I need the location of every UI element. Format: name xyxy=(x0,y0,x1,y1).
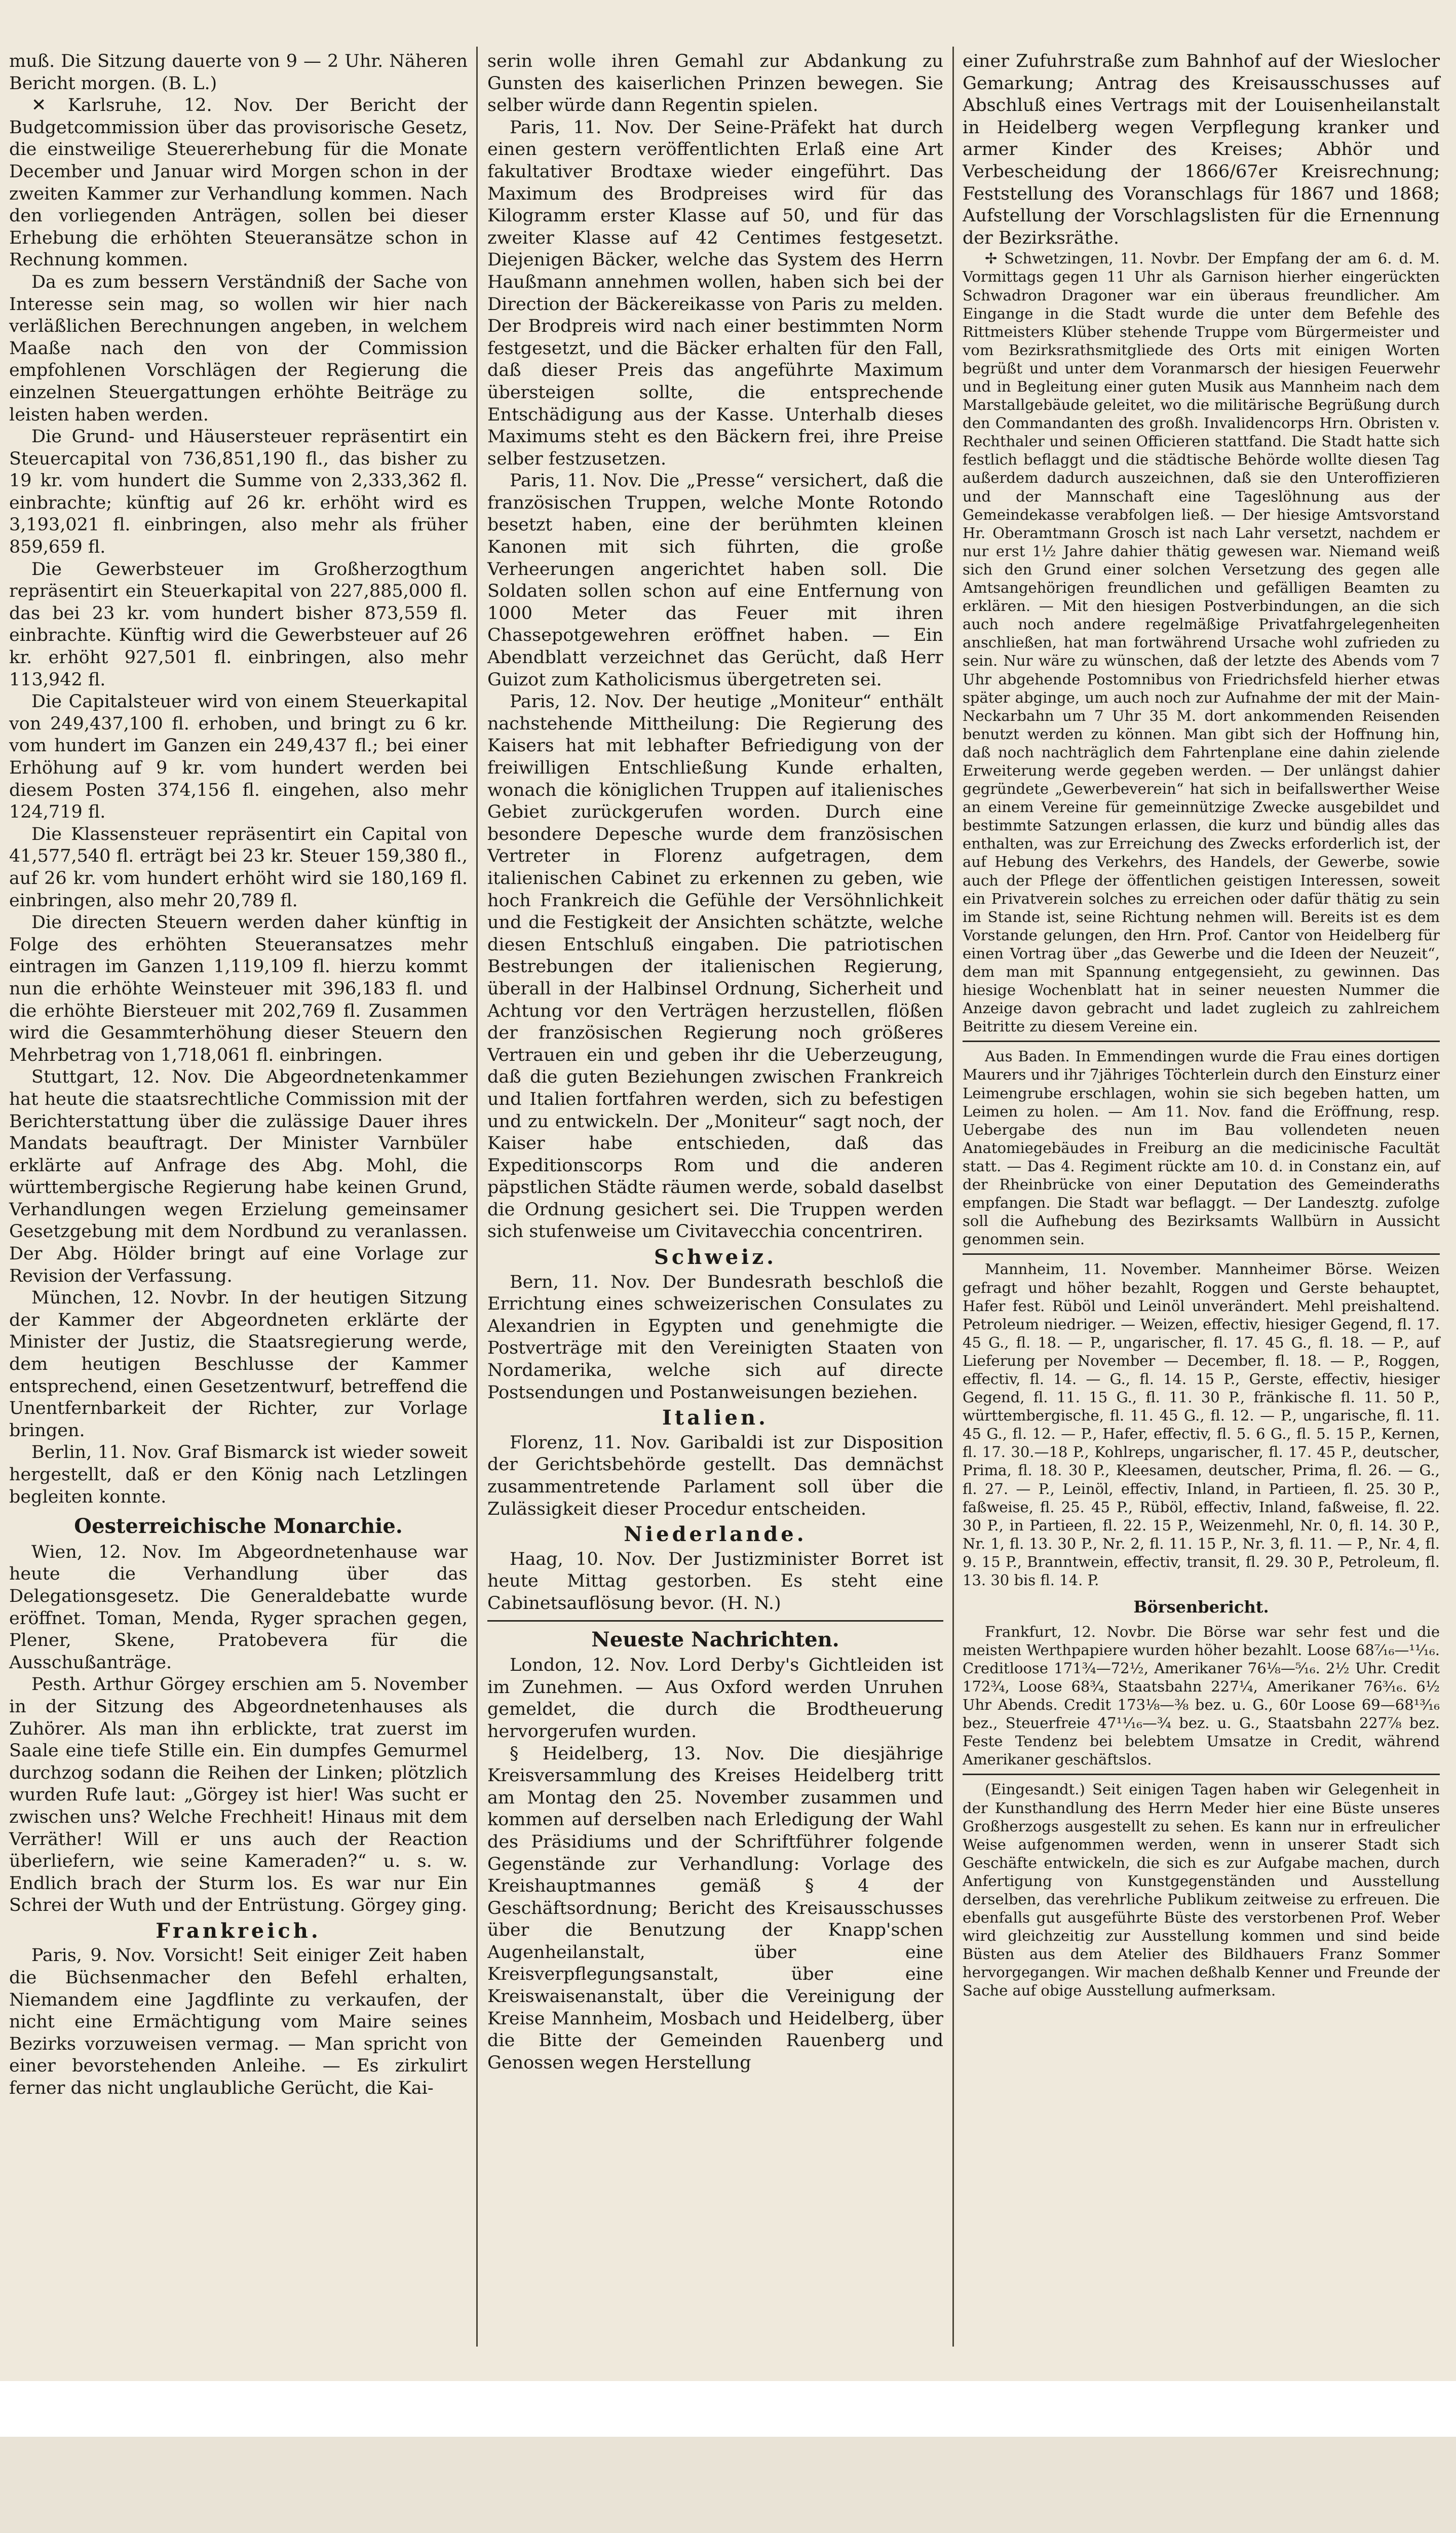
article-paragraph: Paris, 12. Nov. Der heutige „Moniteur“ enthält nachstehende Mittheilung: Die Regierung des Kaisers hat mit lebhafter Befriedigung von der freiwilligen Entschließung Kunde erhalten, wonach die königlichen Truppen auf italienisches Gebiet zurückgerufen worden. Durch eine besondere Depesche wurde dem französischen Vertreter in Florenz aufgetragen, dem italienischen Cabinet zu erkennen zu geben, wie hoch Frankreich die Gefühle der Versöhnlichkeit und die Festigkeit der Ansichten schätzte, welche diesen Entschluß eingaben. Die patriotischen Bestrebungen der italienischen Regierung, überall in der Halbinsel Ordnung, Sicherheit und Achtung vor den Verträgen herzustellen, flößen der französischen Regierung noch größeres Vertrauen ein und geben ihr die Ueberzeugung, daß die guten Beziehungen zwischen Frankreich und Italien fortfahren werden, sich zu befestigen und zu entwickeln. Der „Moniteur“ sagt noch, der Kaiser habe entschieden, daß das Expeditionscorps Rom und die anderen päpstlichen Städte räumen werde, sobald daselbst die Ordnung gesichert sei. Die Truppen werden sich stufenweise um Civitavecchia concentriren. xyxy=(487,692,943,1242)
article-paragraph: Die Klassensteuer repräsentirt ein Capital von 41,577,540 fl. erträgt bei 23 kr. Steuer 159,380 fl., auf 26 kr. vom hundert erhöht wird sie 180,169 fl. einbringen, also mehr 20,789 fl. xyxy=(9,824,468,911)
section-divider xyxy=(963,1253,1440,1255)
article-paragraph: Aus Baden. In Emmendingen wurde die Frau eines dortigen Maurers und ihr 7jähriges Töchterlein durch den Einsturz einer Leimengrube erschlagen, wohin sie sich begeben hatten, um Leimen zu holen. — Am 11. Nov. fand die Eröffnung, resp. Uebergabe des nun im Bau vollendeten neuen Anatomiegebäudes in Freiburg an die medicinische Facultät statt. — Das 4. Regiment rückte am 10. d. in Constanz ein, auf der Rheinbrücke von einer Deputation des Gemeinderaths empfangen. Die Stadt war beflaggt. — Der Landesztg. zufolge soll die Aufhebung des Bezirksamts Wallbürn in Aussicht genommen sein. xyxy=(963,1048,1440,1248)
section-heading: Frankreich. xyxy=(156,1918,321,1943)
article-paragraph: Paris, 11. Nov. Der Seine-Präfekt hat durch einen gestern veröffentlichten Erlaß eine Art fakultativer Brodtaxe wieder eingeführt. Das Maximum des Brodpreises wird für das Kilogramm erster Klasse auf 50, und für das zweiter Klasse auf 42 Centimes festgesetzt. Diejenigen Bäcker, welche das System des Herrn Haußmann annehmen wollen, haben sich bei der Direction der Bäckereikasse von Paris zu melden. Der Brodpreis wird nach einer bestimmten Norm festgesetzt, und die Bäcker erhalten für den Fall, daß dieser Preis das angeführte Maximum übersteigen sollte, die entsprechende Entschädigung aus der Kasse. Unterhalb dieses Maximums steht es den Bäckern frei, ihre Preise selber festzusetzen. xyxy=(487,117,943,469)
section-divider xyxy=(963,1774,1440,1775)
article-paragraph: Florenz, 11. Nov. Garibaldi ist zur Disposition der Gerichtsbehörde gestellt. Das demnächst zusammentretende Parlament soll über die Zulässigkeit dieser Procedur entscheiden. xyxy=(487,1432,943,1519)
section-heading: Börsenbericht. xyxy=(1133,1597,1269,1617)
article-paragraph: Haag, 10. Nov. Der Justizminister Borret ist heute Mittag gestorben. Es steht eine Cabinetsauflösung bevor. (H. N.) xyxy=(487,1549,943,1614)
section-heading: Italien. xyxy=(662,1406,769,1430)
column-1 xyxy=(9,51,468,2100)
article-paragraph: Paris, 9. Nov. Vorsicht! Seit einiger Zeit haben die Büchsenmacher den Befehl erhalten, Niemandem eine Jagdflinte zu verkaufen, der nicht eine Ermächtigung vom Maire seines Bezirks vorzuweisen vermag. — Man spricht von einer bevorstehenden Anleihe. — Es zirkulirt ferner das nicht unglaubliche Gerücht, die Kai- xyxy=(9,1945,468,2099)
article-paragraph: (Eingesandt.) Seit einigen Tagen haben wir Gelegenheit in der Kunsthandlung des Herrn Meder hier eine Büste unseres Großherzogs ausgestellt zu sehen. Es kann nur in erfreulicher Weise aufgenommen werden, wenn in unserer Stadt sich Geschäfte entwickeln, die sich es zur Aufgabe machen, durch Anfertigung von Kunstgegenständen und Ausstellung derselben, das verehrliche Publikum zeitweise zu erfreuen. Die ebenfalls gut ausgeführte Büste des verstorbenen Prof. Weber wird gleichzeitig zur Ausstellung kommen und sind beide Büsten aus dem Atelier des Bildhauers Franz Sommer hervorgegangen. Wir machen deßhalb Kenner und Freunde der Sache auf obige Ausstellung aufmerksam. xyxy=(963,1781,1440,2000)
article-paragraph: Berlin, 11. Nov. Graf Bismarck ist wieder soweit hergestellt, daß er den König nach Letzlingen begleiten konnte. xyxy=(9,1442,468,1507)
article-paragraph: Die Capitalsteuer wird von einem Steuerkapital von 249,437,100 fl. erhoben, und bringt zu 6 kr. vom hundert im Ganzen ein 249,437 fl.; bei einer Erhöhung auf 9 kr. vom hundert werden bei diesem Posten 374,156 fl. eingehen, also mehr 124,719 fl. xyxy=(9,692,468,823)
article-paragraph: Stuttgart, 12. Nov. Die Abgeordnetenkammer hat heute die staatsrechtliche Commission mit der Berichterstattung über die zulässige Dauer ihres Mandats beauftragt. Der Minister Varnbüler erklärte auf Anfrage des Abg. Mohl, die württembergische Regierung habe keinen Grund, Verhandlungen wegen Erzielung gemeinsamer Gesetzgebung mit dem Nordbund zu veranlassen. Der Abg. Hölder bringt auf eine Vorlage zur Revision der Verfassung. xyxy=(9,1067,468,1286)
article-paragraph: Pesth. Arthur Görgey erschien am 5. November in der Sitzung des Abgeordnetenhauses als Zuhörer. Als man ihn erblickte, trat zuerst im Saale eine tiefe Stille ein. Ein dumpfes Gemurmel durchzog sodann die Reihen der Linken; plötzlich wurden Rufe laut: „Görgey ist hier! Was sucht er zwischen uns? Welche Frechheit! Hinaus mit dem Verräther! Will er uns auch der Reaction überliefern, wie seine Kameraden?“ u. s. w. Endlich brach der Sturm los. Es war nur Ein Schrei der Wuth und der Entrüstung. Görgey ging. xyxy=(9,1674,468,1916)
section-heading: Niederlande. xyxy=(624,1522,807,1547)
section-divider xyxy=(963,1041,1440,1042)
article-paragraph: München, 12. Novbr. In der heutigen Sitzung der Kammer der Abgeordneten erklärte der Minister der Justiz, die Staatsregierung werde, dem heutigen Beschlusse der Kammer entsprechend, einen Gesetzentwurf, betreffend die Unentfernbarkeit der Richter, zur Vorlage bringen. xyxy=(9,1288,468,1441)
article-paragraph: muß. Die Sitzung dauerte von 9 — 2 Uhr. Näheren Bericht morgen. (B. L.) xyxy=(9,51,468,94)
article-paragraph: ✢ Schwetzingen, 11. Novbr. Der Empfang der am 6. d. M. Vormittags gegen 11 Uhr als Garnison hierher eingerückten Schwadron Dragoner war ein überaus freundlicher. Am Eingange in die Stadt wurde die unter dem Befehle des Rittmeisters Klüber stehende Truppe vom Bürgermeister und vom Bezirksrathsmitgliede des Orts mit einigen Worten begrüßt und unter dem Voranmarsch der hiesigen Feuerwehr und in Begleitung einer guten Musik aus Mannheim nach dem Marstallgebäude geleitet, wo die militärische Begrüßung durch den Commandanten des großh. Invalidencorps Hrn. Obristen v. Rechthaler und seinen Officieren stattfand. Die Stadt hatte sich festlich beflaggt und die städtische Behörde wollte diesen Tag außerdem dadurch auszeichnen, daß sie den Unteroffizieren und der Mannschaft eine Tageslöhnung aus der Gemeindekasse verabfolgen ließ. — Der hiesige Amtsvorstand Hr. Oberamtmann Grosch ist nach Lahr versetzt, nachdem er nur erst 1½ Jahre dahier thätig gewesen war. Niemand weiß sich den Grund einer solchen Versetzung des gegen alle Amtsangehörigen freundlichen und gefälligen Beamten zu erklären. — Mit den hiesigen Postverbindungen, an die sich auch noch andere regelmäßige Privatfahrgelegenheiten anschließen, hat man fortwährend Ursache wohl zufrieden zu sein. Nur wäre zu wünschen, daß der letzte des Abends vom 7 Uhr abgehende Postomnibus von Friedrichsfeld hierher etwas später abginge, um auch noch zur Aufnahme der mit der Main-Neckarbahn um 7 Uhr 35 M. dort ankommenden Reisenden benutzt werden zu können. Man gibt sich der Hoffnung hin, daß noch nachträglich dem Fahrtenplane eine dahin zielende Erweiterung werde gegeben werden. — Der unlängst dahier gegründete „Gewerbeverein“ hat sich in beifallswerther Weise an einem Vereine für gemeinnützige Zwecke ausgebildet und bestimmte Satzungen erlassen, die kurz und bündig alles das enthalten, was zur Erreichung des Zwecks erforderlich ist, der auf Hebung des Verkehrs, des Handels, der Gewerbe, sowie auch der Pflege der öffentlichen geistigen Interessen, soweit ein Privatverein solches zu erreichen oder dafür thätig zu sein im Stande ist, seine Richtung nehmen will. Bereits ist es dem Vorstande gelungen, den Hrn. Prof. Cantor von Heidelberg für einen Vortrag über „das Gewerbe und die Ideen der Neuzeit“, dem man mit Spannung entgegensieht, zu gewinnen. Das hiesige Wochenblatt hat in seiner neuesten Nummer die Anzeige davon gebracht und ladet zugleich zu zahlreichem Beitritte zu diesem Vereine ein. xyxy=(963,250,1440,1035)
article-paragraph: Da es zum bessern Verständniß der Sache von Interesse sein mag, so wollen wir hier nach verläßlichen Berechnungen angeben, in welchem Maaße nach den von der Commission empfohlenen Vorschlägen der Regierung die einzelnen Steuergattungen erhöhte Beiträge zu leisten haben werden. xyxy=(9,272,468,425)
article-paragraph: Paris, 11. Nov. Die „Presse“ versichert, daß die französischen Truppen, welche Monte Rotondo besetzt haben, eine der berühmten kleinen Kanonen mit sich führten, die große Verheerungen angerichtet haben soll. Die Soldaten sollen schon auf eine Entfernung von 1000 Meter das Feuer mit ihren Chassepotgewehren eröffnet haben. — Ein Abendblatt verzeichnet das Gerücht, daß Herr Guizot zum Katholicismus übergetreten sei. xyxy=(487,471,943,690)
section-heading: Schweiz. xyxy=(654,1245,777,1270)
section-heading: Oesterreichische Monarchie. xyxy=(74,1514,403,1539)
article-paragraph: Die Gewerbsteuer im Großherzogthum repräsentirt ein Steuerkapital von 227,885,000 fl. das bei 23 kr. vom hundert bisher 873,559 fl. einbrachte. Künftig wird die Gewerbsteuer auf 26 kr. erhöht 927,501 fl. einbringen, also mehr 113,942 fl. xyxy=(9,559,468,690)
article-paragraph: Die directen Steuern werden daher künftig in Folge des erhöhten Steueransatzes mehr eintragen im Ganzen 1,119,109 fl. hierzu kommt nun die erhöhte Weinsteuer mit 396,183 fl. und die erhöhte Biersteuer mit 202,769 fl. Zusammen wird die Gesammterhöhung dieser Steuern den Mehrbetrag von 1,718,061 fl. einbringen. xyxy=(9,912,468,1065)
article-paragraph: London, 12. Nov. Lord Derby's Gichtleiden ist im Zunehmen. — Aus Oxford werden Unruhen gemeldet, die durch die Brodtheuerung hervorgerufen wurden. xyxy=(487,1655,943,1742)
article-paragraph: ✕ Karlsruhe, 12. Nov. Der Bericht der Budgetcommission über das provisorische Gesetz, die einstweilige Steuererhebung für die Monate December und Januar wird Morgen schon in der zweiten Kammer zur Verhandlung kommen. Nach den vorliegenden Anträgen, sollen bei dieser Erhebung die erhöhten Steueransätze schon in Rechnung kommen. xyxy=(9,95,468,271)
article-paragraph: einer Zufuhrstraße zum Bahnhof auf der Wieslocher Gemarkung; Antrag des Kreisausschusses auf Abschluß eines Vertrags mit der Louisenheilanstalt in Heidelberg wegen Verpflegung kranker und armer Kinder des Kreises; Abhör und Verbescheidung der 1866/67er Kreisrechnung; Feststellung des Voranschlags für 1867 und 1868; Aufstellung der Vorschlagslisten für die Ernennung der Bezirksräthe. xyxy=(963,51,1440,248)
article-paragraph: Frankfurt, 12. Novbr. Die Börse war sehr fest und die meisten Werthpapiere wurden höher bezahlt. Loose 68⁷⁄₁₆—¹¹⁄₁₆. Creditloose 171¾—72½, Amerikaner 76⅛—⁵⁄₁₆. 2½ Uhr. Credit 172¾, Loose 68¾, Staatsbahn 227¼, Amerikaner 76³⁄₁₆. 6½ Uhr Abends. Credit 173⅛—⅜ bez. u. G., 60r Loose 69—68¹³⁄₁₆ bez., Steuerfreie 47¹¹⁄₁₆—¾ bez. u. G., Staatsbahn 227⅞ bez. Feste Tendenz bei belebtem Umsatze in Credit, während Amerikaner geschäftslos. xyxy=(963,1623,1440,1769)
column-2 xyxy=(487,51,943,2074)
article-paragraph: § Heidelberg, 13. Nov. Die diesjährige Kreisversammlung des Kreises Heidelberg tritt am Montag den 25. November zusammen und kommen auf derselben nach Erledigung der Wahl des Präsidiums und der Schriftführer folgende Gegenstände zur Verhandlung: Vorlage des Kreishauptmannes gemäß § 4 der Geschäftsordnung; Bericht des Kreisausschusses über die Benutzung der Knapp'schen Augenheilanstalt, über eine Kreisverpflegungsanstalt, über eine Kreiswaisenanstalt, über die Vereinigung der Kreise Mannheim, Mosbach und Heidelberg, über die Bitte der Gemeinden Rauenberg und Genossen wegen Herstellung xyxy=(487,1743,943,2073)
column-rule xyxy=(952,47,954,2347)
footer-bar xyxy=(0,2381,1456,2437)
article-paragraph: Bern, 11. Nov. Der Bundesrath beschloß die Errichtung eines schweizerischen Consulates zu Alexandrien in Egypten und genehmigte die Postverträge mit den Vereinigten Staaten von Nordamerika, welche sich auf directe Postsendungen und Postanweisungen beziehen. xyxy=(487,1272,943,1403)
section-heading: Neueste Nachrichten. xyxy=(591,1627,839,1652)
article-paragraph: Mannheim, 11. November. Mannheimer Börse. Weizen gefragt und höher bezahlt, Roggen und Gerste behauptet, Hafer fest. Rüböl und Leinöl unverändert. Mehl preishaltend. Petroleum niedriger. — Weizen, effectiv, hiesiger Gegend, fl. 17. 45 G., fl. 18. — P., ungarischer, fl. 17. 45 G., fl. 18. — P., auf Lieferung per November — December, fl. 18. — P., Roggen, effectiv, fl. 14. — G., fl. 14. 15 P., Gerste, effectiv, hiesiger Gegend, fl. 11. 15 G., fl. 11. 30 P., fränkische fl. 11. 50 P., württembergische, fl. 11. 45 G., fl. 12. — P., ungarische, fl. 11. 45 G., fl. 12. — P., Hafer, effectiv, fl. 5. 6 G., fl. 5. 15 P., Kernen, fl. 17. 30.—18 P., Kohlreps, ungarischer, fl. 17. 45 P., deutscher, Prima, fl. 18. 30 P., Kleesamen, deutscher, Prima, fl. 26. — G., fl. 27. — P., Leinöl, effectiv, Inland, in Partieen, fl. 25. 30 P., faßweise, fl. 25. 45 P., Rüböl, effectiv, Inland, faßweise, fl. 22. 30 P., in Partieen, fl. 22. 15 P., Weizenmehl, Nr. 0, fl. 14. 30 P., Nr. 1, fl. 13. 30 P., Nr. 2, fl. 11. 15 P., Nr. 3, fl. 11. — P., Nr. 4, fl. 9. 15 P., Branntwein, effectiv, transit, fl. 29. 30 P., Petroleum, fl. 13. 30 bis fl. 14. P. xyxy=(963,1260,1440,1589)
article-paragraph: serin wolle ihren Gemahl zur Abdankung zu Gunsten des kaiserlichen Prinzen bewegen. Sie selber würde dann Regentin spielen. xyxy=(487,51,943,116)
column-3 xyxy=(963,51,1440,2000)
section-divider xyxy=(487,1620,943,1622)
article-paragraph: Die Grund- und Häusersteuer repräsentirt ein Steuercapital von 736,851,190 fl., das bisher zu 19 kr. vom hundert die Summe von 2,333,362 fl. einbrachte; künftig auf 26 kr. erhöht wird es 3,193,021 fl. einbringen, also mehr als früher 859,659 fl. xyxy=(9,427,468,558)
article-paragraph: Wien, 12. Nov. Im Abgeordnetenhause war heute die Verhandlung über das Delegationsgesetz. Die Generaldebatte wurde eröffnet. Toman, Menda, Ryger sprachen gegen, Plener, Skene, Pratobevera für die Ausschußanträge. xyxy=(9,1542,468,1673)
column-rule xyxy=(476,47,478,2347)
